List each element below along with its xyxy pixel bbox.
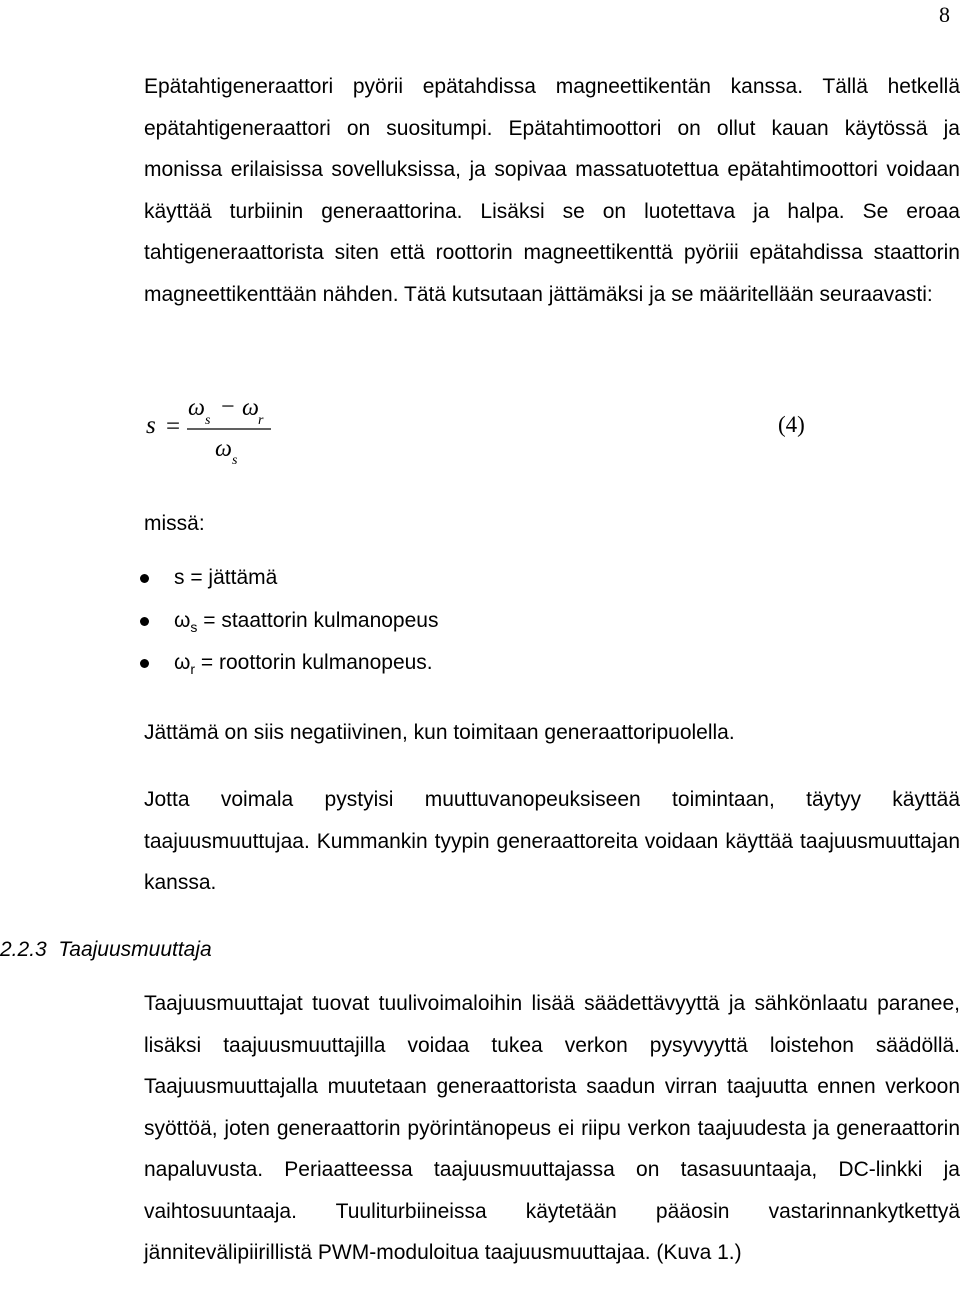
definition-text: = roottorin kulmanopeus. bbox=[195, 651, 433, 674]
numerator-omega-r-sub: r bbox=[258, 413, 264, 428]
page-number: 8 bbox=[939, 2, 950, 27]
paragraph-negative-slip: Jättämä on siis negatiivinen, kun toimitaan generaattoripuolella. bbox=[144, 721, 735, 744]
equation-number: (4) bbox=[778, 412, 805, 437]
paragraph-slip-intro: Epätahtigeneraattori pyörii epätahdissa magneettikentän kanssa. Tällä hetkellä epätahtigeneraattori on suositumpi. Epätahtimoottori on ollut kauan käytössä ja monissa erilaisissa sovelluksissa, ja sopivaa massatuotettua epätahtimoottori voidaan käyttää turbiinin generaattorina. Lisäksi se on luotettava ja halpa. Se eroaa tahtigeneraattorista siten että roottorin magneettikenttä pyöriii epätahdissa staattorin magneettikenttään nähden. Tätä kutsutaan jättämäksi ja se määritellään seuraavasti: bbox=[144, 75, 960, 306]
paragraph-frequency-converter: Taajuusmuuttajat tuovat tuulivoimaloihin lisää säädettävyyttä ja sähkönlaatu paranee, lisäksi taajuusmuuttajilla voidaa tukea verkon pysyvyyttä loistehon säädöllä. Taajuusmuuttajalla muutetaan generaattorista saadun virran taajuutta ennen verkoon syöttöä, joten generaattorin pyörintänopeus ei riipu verkon taajuudesta ja generaattorin napaluvusta. Periaatteessa taajuusmuuttajassa on tasasuuntaaja, DC-linkki ja vaihtosuuntaaja. Tuuliturbiineissa käytetään pääosin vastarinnankytkettyä jännitevälipiirillistä PWM-moduloitua taajuusmuuttajaa. (Kuva 1.) bbox=[144, 992, 960, 1264]
where-label: missä: bbox=[144, 512, 205, 535]
numerator-omega-r: ω bbox=[242, 395, 259, 421]
list-item bbox=[140, 557, 438, 600]
denominator-omega-s-sub: s bbox=[232, 453, 238, 468]
definition-list bbox=[140, 557, 438, 685]
bullet-icon bbox=[140, 659, 149, 668]
definition-subscript: r bbox=[190, 661, 196, 677]
equation-graphic bbox=[144, 388, 444, 478]
slip-equation bbox=[144, 388, 960, 478]
paragraph-variable-speed: Jotta voimala pystyisi muuttuvanopeuksiseen toimintaan, täytyy käyttää taajuusmuuttujaa. Kummankin tyypin generaattoreita voidaan käyttää taajuusmuuttajan kanssa. bbox=[144, 788, 960, 894]
definition-symbol: ω bbox=[174, 608, 191, 632]
bullet-icon bbox=[140, 617, 149, 626]
list-item bbox=[140, 600, 438, 643]
equation-minus: − bbox=[221, 394, 235, 420]
equation-equals: = bbox=[166, 413, 181, 440]
definition-symbol: ω bbox=[174, 651, 191, 674]
section-heading: 2.2.3 Taajuusmuuttaja bbox=[0, 938, 212, 961]
bullet-icon bbox=[140, 574, 149, 583]
definition-symbol: s bbox=[174, 566, 185, 589]
list-item bbox=[140, 642, 438, 685]
definition-text: = staattorin kulmanopeus bbox=[197, 608, 439, 632]
numerator-omega-s: ω bbox=[188, 395, 205, 421]
denominator-omega-s: ω bbox=[215, 436, 232, 462]
definition-subscript: s bbox=[190, 618, 198, 635]
definition-text: = jättämä bbox=[184, 566, 278, 589]
numerator-omega-s-sub: s bbox=[205, 413, 211, 428]
equation-lhs: s bbox=[146, 412, 156, 439]
